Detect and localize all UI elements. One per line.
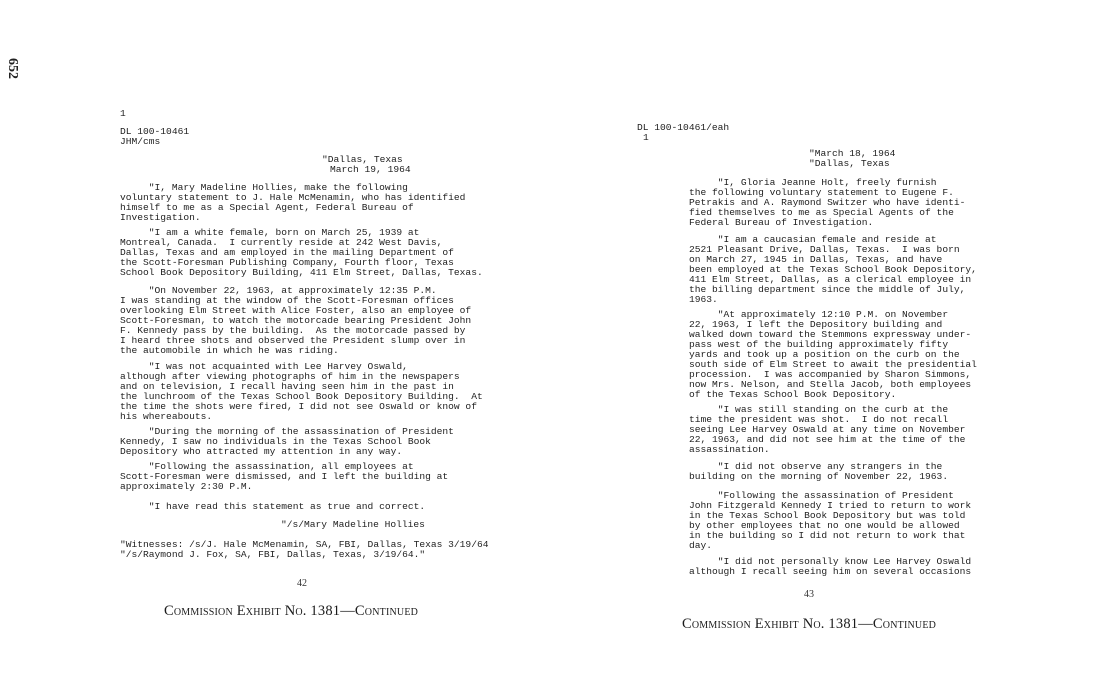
- exhibit-caption: Commission Exhibit No. 1381—Continued: [682, 616, 937, 632]
- dateline-date: "March 18, 1964: [809, 148, 896, 159]
- paragraph-5: "I did not observe any strangers in the building on the morning of November 22, 1963.: [689, 461, 949, 482]
- page-number: 43: [804, 589, 814, 600]
- dateline-city: "Dallas, Texas: [809, 158, 890, 169]
- file-number: DL 100-10461: [120, 126, 190, 137]
- page-number: 42: [297, 578, 307, 589]
- paragraph-1: "I, Gloria Jeanne Holt, freely furnish the following voluntary statement to Eugene F. Petrakis and A. Raymond Switzer who have identi- fied themselves to me as Special Agents of the Federal Bureau of Investigation.: [689, 177, 966, 228]
- exhibit-caption: Commission Exhibit No. 1381—Continued: [164, 603, 419, 619]
- paragraph-5: "During the morning of the assassination of President Kennedy, I saw no individuals in the Texas School Book Depository who attracted my attention in any way.: [120, 426, 454, 457]
- paragraph-7: "I have read this statement as true and correct.: [120, 501, 426, 512]
- file-number: DL 100-10461/eah: [637, 122, 730, 133]
- paragraph-6: "Following the assassination, all employees at Scott-Foresman were dismissed, and I left the building at approximately 2:30 P.M.: [120, 461, 449, 492]
- paragraph-2: "I am a caucasian female and reside at 2521 Pleasant Drive, Dallas, Texas. I was born on March 27, 1945 in Dallas, Texas, and have been employed at the Texas School Book Depository, 411 Elm Street, Dallas, as a clerical employee in the billing department since the middle of July, 1963.: [689, 234, 977, 305]
- paragraph-4: "I was not acquainted with Lee Harvey Oswald, although after viewing photographs of him in the newspapers and on television, I recall having seen him in the past in the lunchroom of the Texas School Book Depository Building. At the time the shots were fired, I did not see Oswald or know of his whereabouts.: [120, 361, 483, 422]
- dateline-city: "Dallas, Texas: [322, 154, 403, 165]
- paragraph-4: "I was still standing on the curb at the time the president was shot. I do not recall seeing Lee Harvey Oswald at any time on November 22, 1963, and did not see him at the time of the assassination.: [689, 404, 966, 455]
- paragraph-6: "Following the assassination of President John Fitzgerald Kennedy I tried to return to work in the Texas School Book Depository but was told by other employees that no one would be allowed in the building so I did not return to work that day.: [689, 490, 972, 551]
- margin-page-number: 652: [5, 58, 20, 79]
- paragraph-1: "I, Mary Madeline Hollies, make the following voluntary statement to J. Hale McMenamin, who has identified himself to me as a Special Agent, Federal Bureau of Investigation.: [120, 182, 466, 223]
- witness-line-1: "Witnesses: /s/J. Hale McMenamin, SA, FBI, Dallas, Texas 3/19/64: [120, 539, 489, 550]
- paragraph-2: "I am a white female, born on March 25, 1939 at Montreal, Canada. I currently reside at 242 West Davis, Dallas, Texas and am employed in the mailing Department of the Scott-Foresman Publishing Company, Fourth floor, Texas School Book Depository Building, 411 Elm Street, Dallas, Texas.: [120, 227, 483, 278]
- paragraph-3: "On November 22, 1963, at approximately 12:35 P.M. I was standing at the window of the Scott-Foresman offices overlooking Elm Street with Alice Foster, also an employee of Scott-Foresman, to watch the motorcade bearing President John F. Kennedy pass by the building. As the motorcade passed by I heard three shots and observed the President slump over in the automobile in which he was riding.: [120, 285, 472, 356]
- right-page: [547, 0, 1094, 691]
- initials: JHM/cms: [120, 136, 161, 147]
- page-mark: 1: [120, 108, 126, 119]
- signature: "/s/Mary Madeline Hollies: [281, 519, 425, 530]
- paragraph-7: "I did not personally know Lee Harvey Oswald although I recall seeing him on several occasions: [689, 556, 972, 577]
- witness-line-2: "/s/Raymond J. Fox, SA, FBI, Dallas, Texas, 3/19/64.": [120, 549, 426, 560]
- page-mark: 1: [643, 132, 649, 143]
- dateline-date: March 19, 1964: [330, 164, 411, 175]
- paragraph-3: "At approximately 12:10 P.M. on November 22, 1963, I left the Depository building and walked down toward the Stemmons expressway under- pass west of the building approximately fifty yards and took up a position on the curb on the south side of Elm Street to await the presidential procession. I was accompanied by Sharon Simmons, now Mrs. Nelson, and Stella Jacob, both employees of the Texas School Book Depository.: [689, 309, 977, 400]
